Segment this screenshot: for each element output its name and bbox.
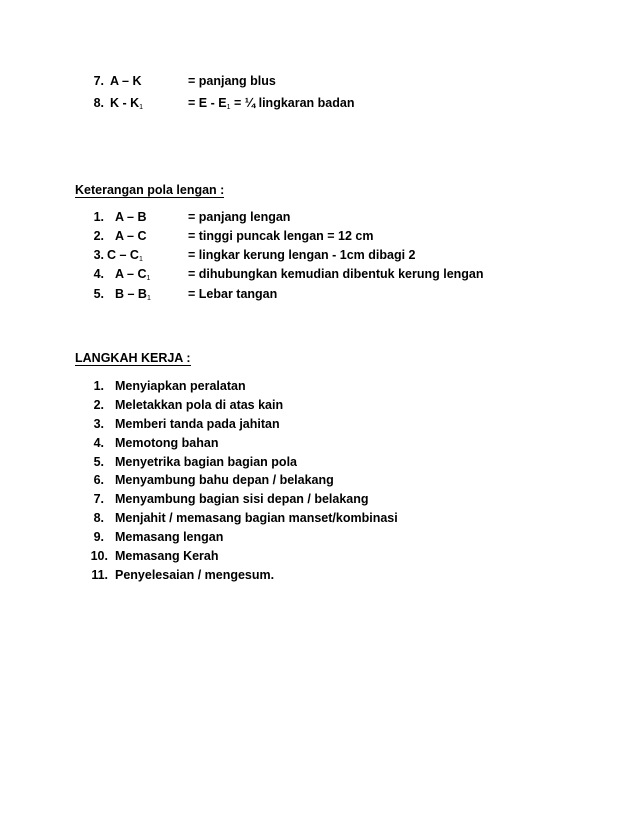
step-number: 4.: [93, 436, 104, 450]
step-number: 11.: [91, 568, 108, 582]
item-code: A – B: [115, 210, 147, 224]
item-code: K - $K_1$: [110, 96, 144, 111]
step-number: 3.: [93, 417, 104, 431]
item-number: 5.: [93, 287, 104, 301]
item-number: 1.: [93, 210, 104, 224]
step-text: Memasang Kerah: [115, 549, 219, 563]
step-text: Memasang lengan: [115, 530, 224, 544]
step-number: 7.: [93, 492, 104, 506]
step-number: 9.: [93, 530, 104, 544]
steps-section-heading: LANGKAH KERJA :: [75, 351, 191, 365]
step-text: Menyetrika bagian bagian pola: [115, 455, 297, 469]
item-code: A – K: [110, 74, 142, 88]
step-text: Memberi tanda pada jahitan: [115, 417, 280, 431]
item-code: A – $C_1$: [115, 267, 151, 282]
item-number: 2.: [93, 229, 104, 243]
step-text: Menyambung bagian sisi depan / belakang: [115, 492, 369, 506]
step-number: 8.: [93, 511, 104, 525]
step-number: 2.: [93, 398, 104, 412]
step-number: 10.: [90, 549, 108, 563]
item-description: = dihubungkan kemudian dibentuk kerung lengan: [188, 267, 484, 281]
step-text: Penyelesaian / mengesum.: [115, 568, 275, 582]
step-number: 6.: [93, 473, 104, 487]
item-description: = tinggi puncak lengan = 12 cm: [188, 229, 374, 243]
item-number: 7.: [93, 74, 104, 88]
item-description: = panjang blus: [188, 74, 276, 88]
step-text: Menyiapkan peralatan: [115, 379, 246, 393]
step-text: Menyambung bahu depan / belakang: [115, 473, 334, 487]
item-code: A – C: [115, 229, 147, 243]
item-number: 4.: [93, 267, 104, 281]
step-text: Meletakkan pola di atas kain: [115, 398, 284, 412]
step-text: Memotong bahan: [115, 436, 219, 450]
step-number: 5.: [93, 455, 104, 469]
sleeve-section-heading: Keterangan pola lengan :: [75, 183, 225, 197]
item-number: 8.: [93, 96, 104, 110]
step-number: 1.: [93, 379, 104, 393]
item-description: = lingkar kerung lengan - 1cm dibagi 2: [188, 248, 416, 262]
item-code: C – $C_1$: [107, 248, 143, 263]
item-number: 3.: [93, 248, 104, 262]
item-code: B – $B_1$: [115, 287, 151, 302]
item-description: = panjang lengan: [188, 210, 291, 224]
item-description: = E - $E_1$ = ¼ lingkaran badan: [188, 96, 355, 111]
step-text: Menjahit / memasang bagian manset/kombinasi: [115, 511, 398, 525]
item-description: = Lebar tangan: [188, 287, 278, 301]
